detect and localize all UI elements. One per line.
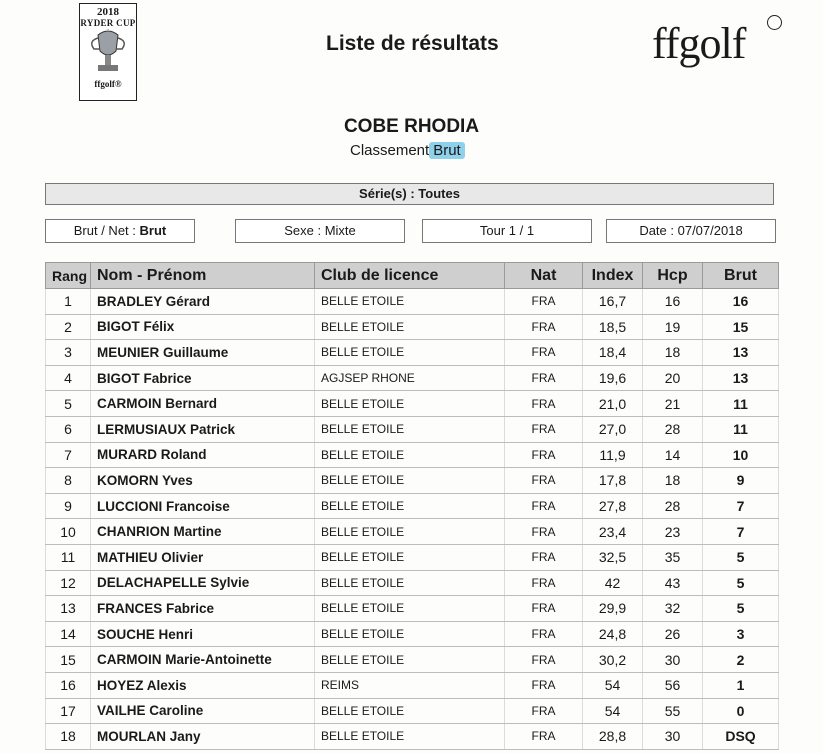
- cell-nom: MOURLAN Jany: [91, 724, 315, 750]
- results-table: [45, 262, 779, 750]
- cell-nom: CARMOIN Marie-Antoinette: [91, 647, 315, 673]
- cell-index: 24,8: [583, 621, 643, 647]
- cell-nat: FRA: [505, 621, 583, 647]
- cell-index: 28,8: [583, 724, 643, 750]
- table-row: [46, 493, 779, 519]
- cell-club: BELLE ETOILE: [315, 544, 505, 570]
- header-brut: Brut: [703, 263, 779, 289]
- cell-club: BELLE ETOILE: [315, 724, 505, 750]
- cell-club: BELLE ETOILE: [315, 519, 505, 545]
- cell-rang: 12: [46, 570, 91, 596]
- cell-rang: 4: [46, 365, 91, 391]
- cell-hcp: 14: [643, 442, 703, 468]
- cell-club: BELLE ETOILE: [315, 493, 505, 519]
- page-title: Liste de résultats: [326, 32, 499, 55]
- cell-hcp: 19: [643, 314, 703, 340]
- cell-brut: 5: [703, 596, 779, 622]
- cell-brut: 13: [703, 365, 779, 391]
- cell-club: BELLE ETOILE: [315, 289, 505, 315]
- cell-nom: LERMUSIAUX Patrick: [91, 416, 315, 442]
- header-club: Club de licence: [315, 263, 505, 289]
- table-row: [46, 519, 779, 545]
- cell-nom: LUCCIONI Francoise: [91, 493, 315, 519]
- cell-nat: FRA: [505, 672, 583, 698]
- cell-rang: 6: [46, 416, 91, 442]
- header-rang: Rang: [46, 263, 91, 289]
- cell-nom: HOYEZ Alexis: [91, 672, 315, 698]
- cell-rang: 18: [46, 724, 91, 750]
- table-row: [46, 391, 779, 417]
- ryder-cup-logo: [79, 3, 137, 101]
- cell-rang: 7: [46, 442, 91, 468]
- cell-index: 27,8: [583, 493, 643, 519]
- cell-brut: 15: [703, 314, 779, 340]
- cell-nom: MATHIEU Olivier: [91, 544, 315, 570]
- cell-nat: FRA: [505, 442, 583, 468]
- cell-nom: MURARD Roland: [91, 442, 315, 468]
- cell-brut: 3: [703, 621, 779, 647]
- cell-rang: 9: [46, 493, 91, 519]
- cell-hcp: 23: [643, 519, 703, 545]
- cell-index: 54: [583, 698, 643, 724]
- cell-rang: 17: [46, 698, 91, 724]
- cell-nat: FRA: [505, 314, 583, 340]
- ffgolf-logo: [652, 18, 745, 69]
- cell-index: 21,0: [583, 391, 643, 417]
- cell-club: BELLE ETOILE: [315, 698, 505, 724]
- sexe-box: Sexe : Mixte: [235, 219, 405, 243]
- table-row: [46, 365, 779, 391]
- cell-nom: DELACHAPELLE Sylvie: [91, 570, 315, 596]
- cell-index: 18,5: [583, 314, 643, 340]
- cell-rang: 10: [46, 519, 91, 545]
- cell-hcp: 26: [643, 621, 703, 647]
- table-row: [46, 289, 779, 315]
- serie-bar: Série(s) : Toutes: [45, 183, 774, 205]
- cell-nat: FRA: [505, 647, 583, 673]
- logo-year: 2018: [97, 6, 119, 18]
- cell-brut: DSQ: [703, 724, 779, 750]
- cell-nat: FRA: [505, 468, 583, 494]
- cell-brut: 5: [703, 570, 779, 596]
- cell-brut: 11: [703, 391, 779, 417]
- trophy-icon: [86, 29, 130, 79]
- cell-club: BELLE ETOILE: [315, 442, 505, 468]
- table-row: [46, 596, 779, 622]
- cell-index: 29,9: [583, 596, 643, 622]
- cell-hcp: 35: [643, 544, 703, 570]
- cell-nat: FRA: [505, 493, 583, 519]
- cell-index: 54: [583, 672, 643, 698]
- cell-brut: 7: [703, 493, 779, 519]
- cell-nom: FRANCES Fabrice: [91, 596, 315, 622]
- cell-club: REIMS: [315, 672, 505, 698]
- cell-rang: 13: [46, 596, 91, 622]
- cell-nat: FRA: [505, 724, 583, 750]
- cell-brut: 2: [703, 647, 779, 673]
- cell-hcp: 30: [643, 724, 703, 750]
- cell-index: 18,4: [583, 340, 643, 366]
- cell-hcp: 28: [643, 416, 703, 442]
- cell-hcp: 56: [643, 672, 703, 698]
- cell-index: 16,7: [583, 289, 643, 315]
- cell-index: 17,8: [583, 468, 643, 494]
- cell-hcp: 28: [643, 493, 703, 519]
- header-nat: Nat: [505, 263, 583, 289]
- cell-rang: 11: [46, 544, 91, 570]
- cell-club: BELLE ETOILE: [315, 468, 505, 494]
- cell-nom: BIGOT Félix: [91, 314, 315, 340]
- header-nom: Nom - Prénom: [91, 263, 315, 289]
- cell-club: BELLE ETOILE: [315, 570, 505, 596]
- cell-nat: FRA: [505, 570, 583, 596]
- table-row: [46, 672, 779, 698]
- cell-brut: 5: [703, 544, 779, 570]
- cell-brut: 7: [703, 519, 779, 545]
- logo-event: RYDER CUP: [80, 18, 136, 28]
- cell-index: 19,6: [583, 365, 643, 391]
- cell-rang: 8: [46, 468, 91, 494]
- cell-club: BELLE ETOILE: [315, 596, 505, 622]
- cell-hcp: 30: [643, 647, 703, 673]
- header-index: Index: [583, 263, 643, 289]
- cell-rang: 16: [46, 672, 91, 698]
- table-row: [46, 340, 779, 366]
- cell-hcp: 18: [643, 340, 703, 366]
- cell-brut: 16: [703, 289, 779, 315]
- cell-index: 30,2: [583, 647, 643, 673]
- cell-rang: 1: [46, 289, 91, 315]
- cell-nom: SOUCHE Henri: [91, 621, 315, 647]
- cell-brut: 13: [703, 340, 779, 366]
- cell-brut: 11: [703, 416, 779, 442]
- classement-value: Brut: [429, 142, 465, 159]
- club-name: COBE RHODIA: [343, 116, 480, 137]
- cell-rang: 2: [46, 314, 91, 340]
- table-row: [46, 570, 779, 596]
- cell-nom: CARMOIN Bernard: [91, 391, 315, 417]
- cell-brut: 10: [703, 442, 779, 468]
- cell-nat: FRA: [505, 544, 583, 570]
- cell-hcp: 20: [643, 365, 703, 391]
- cell-hcp: 21: [643, 391, 703, 417]
- cell-hcp: 43: [643, 570, 703, 596]
- cell-hcp: 32: [643, 596, 703, 622]
- cell-index: 42: [583, 570, 643, 596]
- cell-nom: VAILHE Caroline: [91, 698, 315, 724]
- cell-nom: MEUNIER Guillaume: [91, 340, 315, 366]
- cell-index: 27,0: [583, 416, 643, 442]
- table-row: [46, 621, 779, 647]
- classement-label: [350, 142, 465, 159]
- cell-rang: 5: [46, 391, 91, 417]
- cell-rang: 14: [46, 621, 91, 647]
- brut-net-value: Brut: [139, 223, 167, 238]
- ffgolf-logo-text: ffgolf: [652, 19, 746, 68]
- cell-index: 11,9: [583, 442, 643, 468]
- cell-nat: FRA: [505, 365, 583, 391]
- cell-nat: FRA: [505, 289, 583, 315]
- cell-index: 32,5: [583, 544, 643, 570]
- logo-brand: ffgolf®: [94, 79, 122, 89]
- cell-brut: 1: [703, 672, 779, 698]
- cell-hcp: 55: [643, 698, 703, 724]
- cell-hcp: 18: [643, 468, 703, 494]
- cell-nat: FRA: [505, 698, 583, 724]
- table-row: [46, 442, 779, 468]
- table-row: [46, 724, 779, 750]
- cell-club: BELLE ETOILE: [315, 391, 505, 417]
- cell-index: 23,4: [583, 519, 643, 545]
- header-hcp: Hcp: [643, 263, 703, 289]
- table-row: [46, 468, 779, 494]
- cell-club: BELLE ETOILE: [315, 340, 505, 366]
- cell-nom: BRADLEY Gérard: [91, 289, 315, 315]
- cell-nat: FRA: [505, 519, 583, 545]
- brut-net-box: [45, 219, 195, 243]
- cell-nat: FRA: [505, 416, 583, 442]
- date-box: Date : 07/07/2018: [606, 219, 776, 243]
- cell-club: BELLE ETOILE: [315, 647, 505, 673]
- cell-hcp: 16: [643, 289, 703, 315]
- cell-rang: 15: [46, 647, 91, 673]
- cell-club: BELLE ETOILE: [315, 314, 505, 340]
- cell-nom: CHANRION Martine: [91, 519, 315, 545]
- table-row: [46, 544, 779, 570]
- cell-nat: FRA: [505, 596, 583, 622]
- brut-net-label: Brut / Net :: [73, 223, 136, 238]
- cell-club: BELLE ETOILE: [315, 416, 505, 442]
- ball-icon: [767, 15, 782, 30]
- table-row: [46, 698, 779, 724]
- cell-rang: 3: [46, 340, 91, 366]
- table-row: [46, 314, 779, 340]
- classement-prefix: Classement: [350, 142, 430, 159]
- cell-nom: BIGOT Fabrice: [91, 365, 315, 391]
- cell-club: BELLE ETOILE: [315, 621, 505, 647]
- cell-brut: 0: [703, 698, 779, 724]
- tour-box: Tour 1 / 1: [422, 219, 592, 243]
- cell-nat: FRA: [505, 391, 583, 417]
- table-header: [46, 263, 779, 289]
- table-row: [46, 647, 779, 673]
- cell-nat: FRA: [505, 340, 583, 366]
- cell-club: AGJSEP RHONE: [315, 365, 505, 391]
- cell-brut: 9: [703, 468, 779, 494]
- cell-nom: KOMORN Yves: [91, 468, 315, 494]
- table-row: [46, 416, 779, 442]
